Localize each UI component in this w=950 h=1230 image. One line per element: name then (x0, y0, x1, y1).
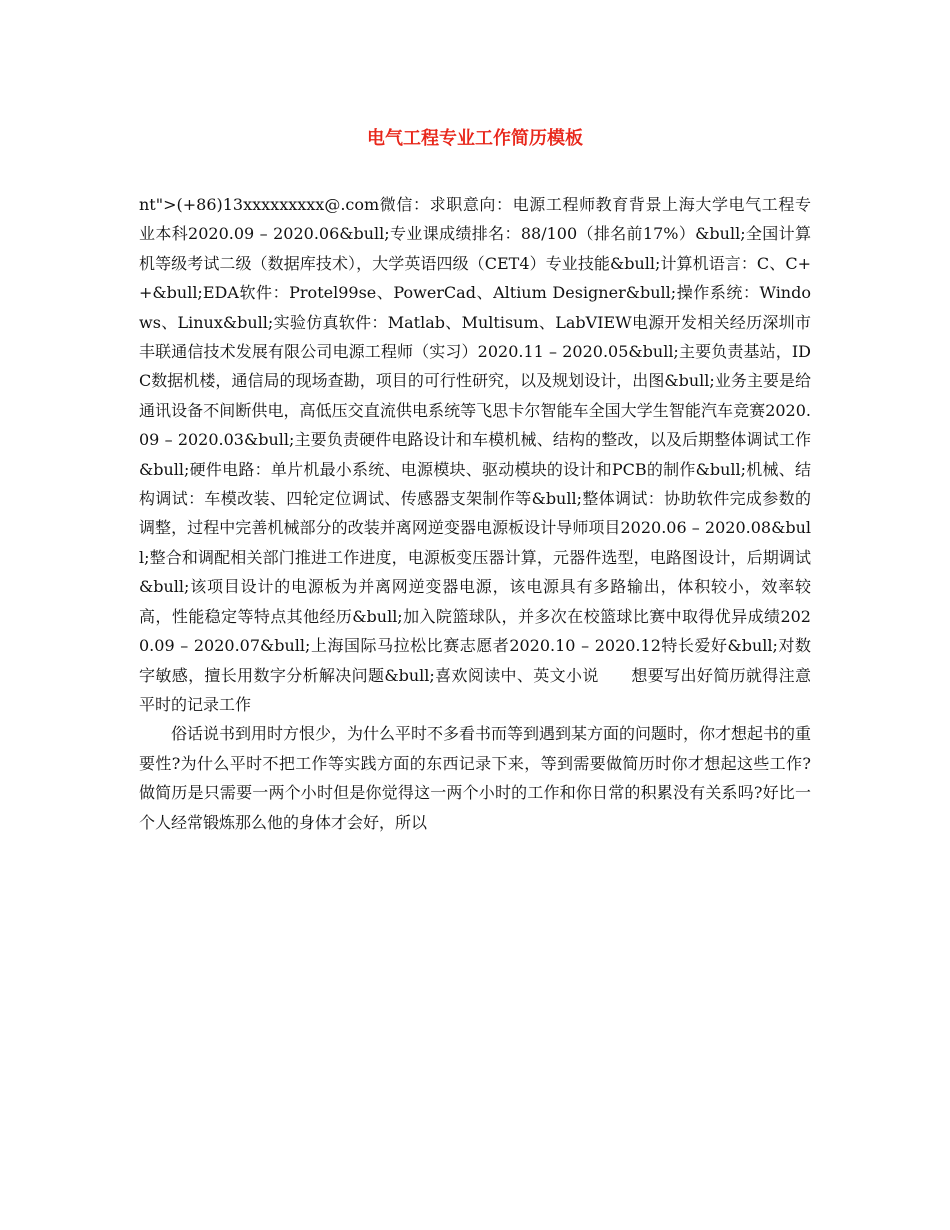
document-body (139, 190, 811, 837)
resume-paragraph: nt">(+86)13xxxxxxxxx@.com微信：求职意向：电源工程师教育背景上海大学电气工程专业本科2020.09 – 2020.06&bull;专业课成绩排名：88/100（排名前17%）&bull;全国计算机等级考试二级（数据库技术），大学英语四级（CET4）专业技能&bull;计算机语言：C、C++&bull;EDA软件：Protel99se、PowerCad、Altium Designer&bull;操作系统：Windows、Linux&bull;实验仿真软件：Matlab、Multisum、LabVIEW电源开发相关经历深圳市丰联通信技术发展有限公司电源工程师（实习）2020.11 – 2020.05&bull;主要负责基站，IDC数据机楼，通信局的现场查勘，项目的可行性研究，以及规划设计，出图&bull;业务主要是给通讯设备不间断供电，高低压交直流供电系统等飞思卡尔智能车全国大学生智能汽车竞赛2020.09 – 2020.03&bull;主要负责硬件电路设计和车模机械、结构的整改，以及后期整体调试工作&bull;硬件电路：单片机最小系统、电源模块、驱动模块的设计和PCB的制作&bull;机械、结构调试：车模改装、四轮定位调试、传感器支架制作等&bull;整体调试：协助软件完成参数的调整，过程中完善机械部分的改装并离网逆变器电源板设计导师项目2020.06 – 2020.08&bull;整合和调配相关部门推进工作进度，电源板变压器计算，元器件选型，电路图设计，后期调试&bull;该项目设计的电源板为并离网逆变器电源，该电源具有多路输出，体积较小，效率较高，性能稳定等特点其他经历&bull;加入院篮球队，并多次在校篮球比赛中取得优异成绩2020.09 – 2020.07&bull;上海国际马拉松比赛志愿者2020.10 – 2020.12特长爱好&bull;对数字敏感，擅长用数字分析解决问题&bull;喜欢阅读中、英文小说 想要写出好简历就得注意平时的记录工作 (139, 195, 811, 714)
document-title: 电气工程专业工作简历模板 (367, 128, 583, 149)
advice-paragraph: 俗话说书到用时方恨少，为什么平时不多看书而等到遇到某方面的问题时，你才想起书的重要性?为什么平时不把工作等实践方面的东西记录下来，等到需要做简历时你才想起这些工作?做简历是只需要一两个小时但是你觉得这一两个小时的工作和你日常的积累没有关系吗?好比一个人经常锻炼那么他的身体才会好，所以 (139, 724, 812, 832)
